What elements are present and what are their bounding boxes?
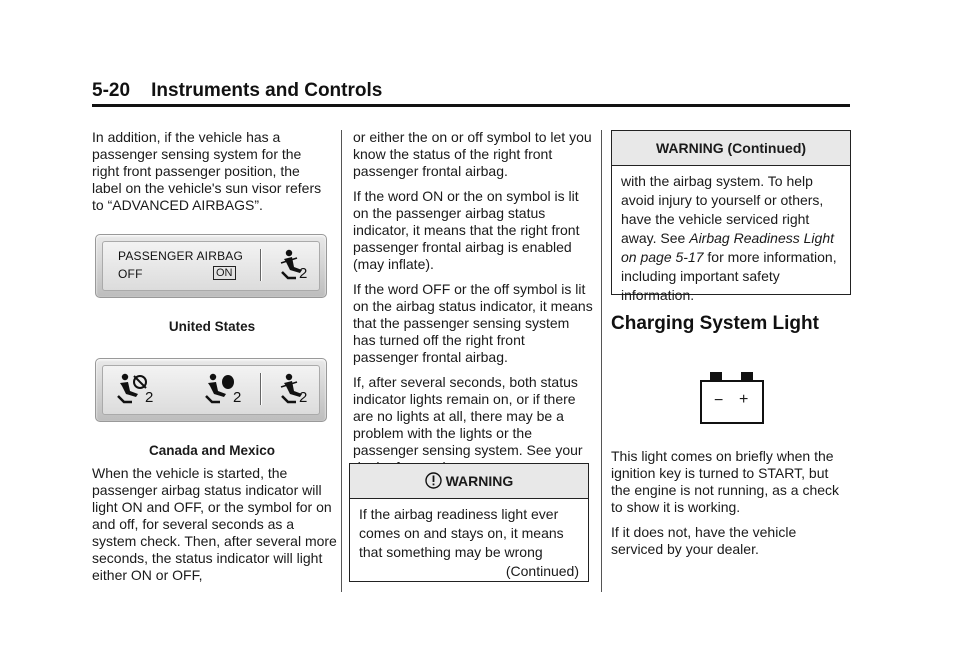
page-header — [92, 80, 382, 102]
warning-continued-text-a: with the airbag system. To help avoid injury to yourself or others, have the vehicle serviced right away. See — [621, 173, 824, 246]
col2-paragraph-1: or either the on or off symbol to let you know the status of the right front passenger frontal airbag. — [353, 129, 592, 179]
warning-continued-box — [611, 130, 851, 303]
seat-number-3: 2 — [299, 389, 308, 406]
warning-continued: (Continued) — [505, 563, 579, 579]
warning-icon — [425, 472, 442, 489]
battery-minus: − — [714, 392, 724, 409]
panel-label: PASSENGER AIRBAG — [118, 249, 244, 263]
warning-continued-text-b: for more information, including important safety information. — [621, 249, 837, 303]
seat-number-1: 2 — [145, 389, 154, 406]
col2-body — [353, 129, 593, 476]
warning-box — [349, 463, 589, 582]
intro-paragraph: In addition, if the vehicle has a passenger sensing system for the right front passenger position, the label on the vehicle's sun visor refers to “ADVANCED AIRBAGS”. — [92, 129, 322, 213]
col3-paragraph-2: If it does not, have the vehicle serviced by your dealer. — [611, 524, 797, 557]
section-title: Charging System Light — [611, 313, 819, 334]
page-number: 5-20 — [92, 80, 131, 101]
startup-paragraph: When the vehicle is started, the passenger airbag status indicator will light ON and OFF, or the symbol for on and off, for several seconds as a system check. Then, after several more seconds, the status indicator will light either ON or OFF, — [92, 465, 337, 583]
warning-text: If the airbag readiness light ever comes on and stays on, it means that something may be wrong — [359, 506, 564, 560]
airbag-readiness-link[interactable]: Airbag Readiness Light on page 5-17 — [621, 230, 834, 265]
column-divider-1 — [341, 130, 342, 592]
panel-off-label: OFF — [118, 267, 143, 281]
battery-icon — [700, 372, 764, 422]
seat-number: 2 — [299, 265, 308, 282]
caption-canada: Canada and Mexico — [148, 443, 276, 458]
col1-body — [92, 465, 337, 584]
col3-paragraph-1: This light comes on briefly when the ignition key is turned to START, but the engine is not running, as a check to show it is working. — [611, 448, 840, 515]
warning-title: WARNING — [445, 473, 514, 489]
col3-body — [611, 448, 851, 558]
seat-number-2: 2 — [233, 389, 242, 406]
caption-us: United States — [168, 319, 256, 334]
column-divider-2 — [601, 130, 602, 592]
chapter-title: Instruments and Controls — [151, 80, 383, 101]
col2-paragraph-4: If, after several seconds, both status indicator lights remain on, or if there are no lights at all, there may be a problem with the lights or the passenger sensing system. See your — [353, 374, 583, 458]
col2-paragraph-2: If the word ON or the on symbol is lit on the passenger airbag status indicator, it means that the right front passenger frontal airbag is enabled (may inflate). — [353, 188, 580, 272]
col1-intro — [92, 129, 332, 214]
passenger-airbag-panel-us — [95, 234, 327, 298]
passenger-airbag-panel-canada — [95, 358, 327, 422]
panel-on-label: ON — [213, 266, 236, 280]
header-rule — [92, 104, 850, 107]
warning-continued-title: WARNING (Continued) — [612, 131, 850, 166]
battery-plus: + — [739, 391, 749, 408]
col2-paragraph-3: If the word OFF or the off symbol is lit on the airbag status indicator, it means that the passenger sensing system has turned off the right front passenger frontal airbag. — [353, 281, 593, 365]
